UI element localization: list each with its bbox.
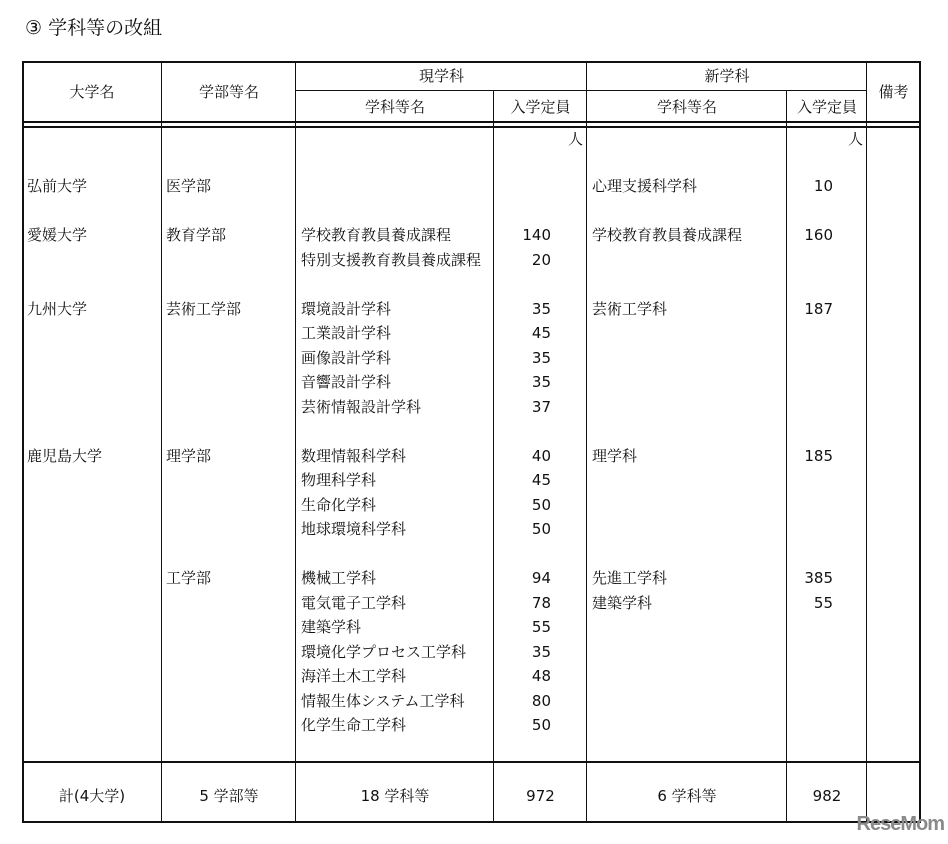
new-dept-name: 先進工学科	[592, 569, 668, 587]
new-dept-capacity: 55	[813, 593, 833, 612]
header-current: 現学科	[418, 67, 464, 85]
total-current-name: 18 学科等	[360, 787, 430, 805]
resemom-logo: ReseMom	[856, 813, 944, 835]
current-dept-name: 環境設計学科	[301, 299, 392, 318]
current-dept-capacity: 78	[531, 593, 551, 612]
current-dept-capacity: 94	[531, 569, 551, 587]
total-faculty: 5 学部等	[199, 787, 259, 805]
current-dept-capacity: 35	[531, 373, 551, 391]
new-dept-capacity: 385	[804, 569, 833, 587]
current-dept-capacity: 55	[531, 618, 551, 636]
current-dept-capacity: 48	[531, 667, 551, 685]
university-name: 九州大学	[27, 299, 88, 318]
university-name: 弘前大学	[27, 177, 88, 195]
current-dept-capacity: 35	[531, 642, 551, 661]
faculty-name: 芸術工学部	[166, 299, 242, 318]
header-current-name: 学科等名	[364, 98, 425, 116]
current-dept-capacity: 50	[531, 716, 551, 734]
header-current-capacity: 入学定員	[510, 98, 571, 116]
current-dept-capacity: 50	[531, 520, 551, 538]
current-dept-name: 化学生命工学科	[301, 716, 407, 734]
current-dept-name: 画像設計学科	[301, 348, 392, 367]
current-dept-capacity: 50	[531, 495, 551, 514]
current-dept-capacity: 35	[531, 299, 551, 318]
header-new-name: 学科等名	[656, 98, 717, 116]
current-dept-capacity: 140	[522, 226, 551, 244]
faculty-name: 工学部	[166, 569, 212, 587]
faculty-name: 医学部	[166, 177, 212, 195]
total-new-name: 6 学科等	[657, 787, 717, 805]
faculty-name: 理学部	[166, 446, 212, 465]
new-dept-capacity: 160	[804, 226, 833, 244]
header-new: 新学科	[704, 67, 750, 85]
total-current-capacity: 972	[526, 787, 555, 805]
col-line	[866, 61, 867, 823]
current-dept-capacity: 80	[531, 691, 551, 710]
section-title: ③ 学科等の改組	[25, 17, 163, 39]
current-dept-name: 生命化学科	[301, 495, 377, 514]
total-new-capacity: 982	[812, 787, 842, 805]
table-border-top	[22, 61, 920, 63]
current-dept-name: 工業設計学科	[301, 324, 392, 342]
faculty-name: 教育学部	[166, 226, 227, 244]
current-dept-name: 芸術情報設計学科	[301, 397, 422, 416]
new-dept-name: 理学科	[592, 446, 638, 465]
col-line	[22, 61, 24, 823]
header-university: 大学名	[69, 83, 115, 101]
total-university: 計(4大学)	[58, 787, 126, 805]
current-dept-capacity: 35	[531, 348, 551, 367]
header-divider	[296, 90, 867, 91]
university-name: 鹿児島大学	[27, 446, 103, 465]
current-dept-capacity: 45	[531, 324, 551, 342]
current-dept-name: 環境化学プロセス工学科	[301, 642, 467, 661]
current-dept-name: 電気電子工学科	[301, 593, 407, 612]
current-dept-name: 建築学科	[301, 618, 362, 636]
current-dept-name: 物理科学科	[301, 471, 377, 489]
col-line	[161, 61, 162, 823]
university-name: 愛媛大学	[27, 226, 88, 244]
new-dept-capacity: 187	[804, 299, 833, 318]
new-dept-name: 学校教育教員養成課程	[592, 226, 743, 244]
new-dept-name: 芸術工学科	[592, 299, 668, 318]
col-line	[295, 61, 296, 823]
current-dept-capacity: 37	[531, 397, 551, 416]
current-dept-capacity: 40	[531, 446, 551, 465]
header-new-capacity: 入学定員	[796, 98, 857, 116]
current-dept-name: 音響設計学科	[301, 373, 392, 391]
unit-label: 人	[848, 130, 864, 148]
new-dept-capacity: 10	[813, 177, 833, 195]
header-faculty: 学部等名	[198, 83, 259, 101]
current-dept-name: 地球環境科学科	[301, 520, 407, 538]
new-dept-name: 心理支援科学科	[592, 177, 698, 195]
header-remarks: 備考	[878, 83, 909, 101]
current-dept-name: 数理情報科学科	[301, 446, 407, 465]
new-dept-name: 建築学科	[592, 593, 653, 612]
current-dept-capacity: 20	[531, 250, 551, 269]
new-dept-capacity: 185	[804, 446, 833, 465]
current-dept-name: 機械工学科	[301, 569, 377, 587]
col-line	[919, 61, 921, 823]
current-dept-capacity: 45	[531, 471, 551, 489]
current-dept-name: 特別支援教育教員養成課程	[301, 250, 482, 269]
current-dept-name: 学校教育教員養成課程	[301, 226, 452, 244]
current-dept-name: 情報生体システム工学科	[301, 691, 465, 710]
col-line	[586, 61, 587, 823]
current-dept-name: 海洋土木工学科	[301, 667, 407, 685]
unit-label: 人	[568, 130, 584, 148]
